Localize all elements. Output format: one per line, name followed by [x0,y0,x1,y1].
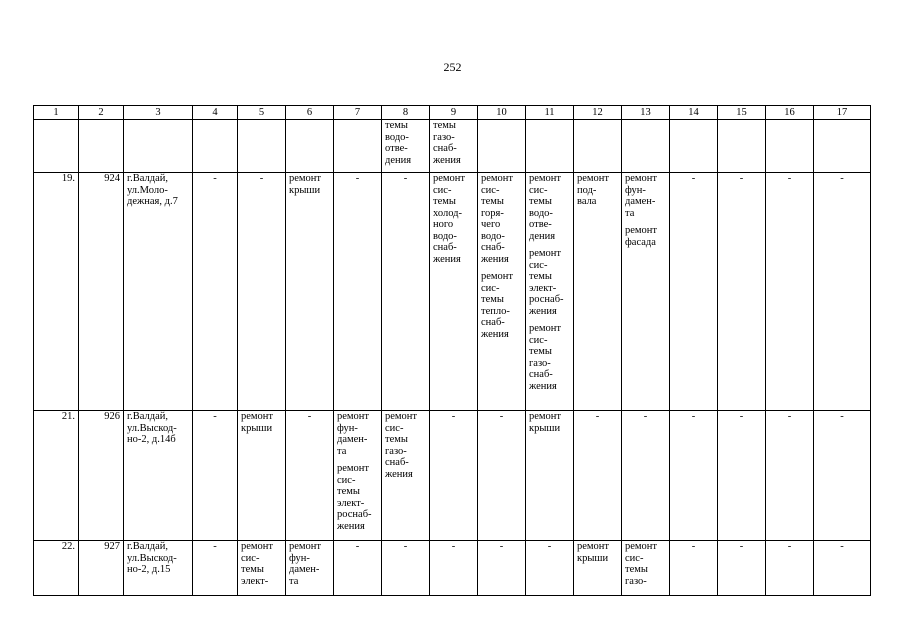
dash-cell: - [574,411,622,541]
header-row [34,106,871,120]
repair-entry: ремонт фасада [625,225,658,248]
repair-entry: ремонт сис- темы газо- [625,541,658,587]
dash-cell: - [334,173,382,411]
repair-cell [334,411,382,541]
column-header: 14 [670,106,718,120]
continuation-cell: темы водо- отве- дения [385,120,412,166]
row-number-cell: 21. [34,411,79,541]
repair-cell [238,411,286,541]
dash-cell: - [193,541,238,596]
column-header: 12 [574,106,622,120]
continuation-cell: темы газо- снаб- жения [433,120,461,166]
dash-cell: - [814,541,871,596]
column-header: 17 [814,106,871,120]
column-header: 2 [79,106,124,120]
column-header: 13 [622,106,670,120]
repair-entry: ремонт фун- дамен- та [625,173,658,219]
dash-cell: - [430,411,478,541]
column-header: 15 [718,106,766,120]
column-header: 8 [382,106,430,120]
repair-cell [238,541,286,596]
repair-cell [430,173,478,411]
address-cell: г.Валдай, ул.Моло- дежная, д.7 [124,173,193,411]
column-header: 10 [478,106,526,120]
dash-cell: - [814,173,871,411]
dash-cell: - [193,173,238,411]
dash-cell: - [766,541,814,596]
repair-cell [574,173,622,411]
repair-entry: ремонт крыши [241,411,274,434]
repair-cell [526,411,574,541]
repair-entry: ремонт сис- темы водо- отве- дения [529,173,562,242]
table-row [34,411,871,541]
repair-cell [286,173,334,411]
column-header: 3 [124,106,193,120]
repair-cell [622,541,670,596]
repair-entry: ремонт сис- темы газо- снаб- жения [385,411,418,480]
row-number-cell: 22. [34,541,79,596]
dash-cell: - [382,173,430,411]
dash-cell: - [718,173,766,411]
repair-cell [478,173,526,411]
dash-cell: - [814,411,871,541]
repair-entry: ремонт крыши [529,411,562,434]
repair-cell [526,173,574,411]
continuation-row [34,120,871,173]
repair-cell [382,411,430,541]
repair-entry: ремонт сис- темы газо- снаб- жения [529,323,562,392]
column-header: 4 [193,106,238,120]
dash-cell: - [766,173,814,411]
dash-cell: - [670,173,718,411]
repair-cell [286,541,334,596]
dash-cell: - [238,173,286,411]
dash-cell: - [430,541,478,596]
dash-cell: - [382,541,430,596]
dash-cell: - [286,411,334,541]
repair-schedule-table [33,105,871,596]
repair-entry: ремонт сис- темы тепло- снаб- жения [481,271,514,340]
repair-entry: ремонт крыши [577,541,610,564]
repair-cell [622,173,670,411]
repair-entry: ремонт сис- темы горя- чего водо- снаб- жения [481,173,514,265]
column-header: 11 [526,106,574,120]
building-id-cell: 924 [79,173,124,411]
dash-cell: - [670,541,718,596]
column-header: 16 [766,106,814,120]
table-row [34,173,871,411]
dash-cell: - [526,541,574,596]
dash-cell: - [670,411,718,541]
table-row [34,541,871,596]
address-cell: г.Валдай, ул.Выскод- но-2, д.15 [124,541,193,596]
dash-cell: - [718,541,766,596]
dash-cell: - [478,411,526,541]
column-header: 1 [34,106,79,120]
repair-entry: ремонт под- вала [577,173,610,207]
column-header: 5 [238,106,286,120]
repair-entry: ремонт сис- темы элект- роснаб- жения [529,248,564,317]
repair-entry: ремонт крыши [289,173,322,196]
repair-entry: ремонт сис- темы элект- роснаб- жения [337,463,372,532]
repair-entry: ремонт фун- дамен- та [337,411,370,457]
repair-cell [574,541,622,596]
repair-entry: ремонт фун- дамен- та [289,541,322,587]
column-header: 9 [430,106,478,120]
page-number: 252 [443,60,462,74]
dash-cell: - [193,411,238,541]
column-header: 7 [334,106,382,120]
repair-entry: ремонт сис- темы холод- ного водо- снаб- жения [433,173,466,265]
dash-cell: - [622,411,670,541]
dash-cell: - [718,411,766,541]
dash-cell: - [334,541,382,596]
building-id-cell: 927 [79,541,124,596]
repair-entry: ремонт сис- темы элект- [241,541,274,587]
column-header: 6 [286,106,334,120]
row-number-cell: 19. [34,173,79,411]
address-cell: г.Валдай, ул.Выскод- но-2, д.14б [124,411,193,541]
building-id-cell: 926 [79,411,124,541]
dash-cell: - [766,411,814,541]
dash-cell: - [478,541,526,596]
